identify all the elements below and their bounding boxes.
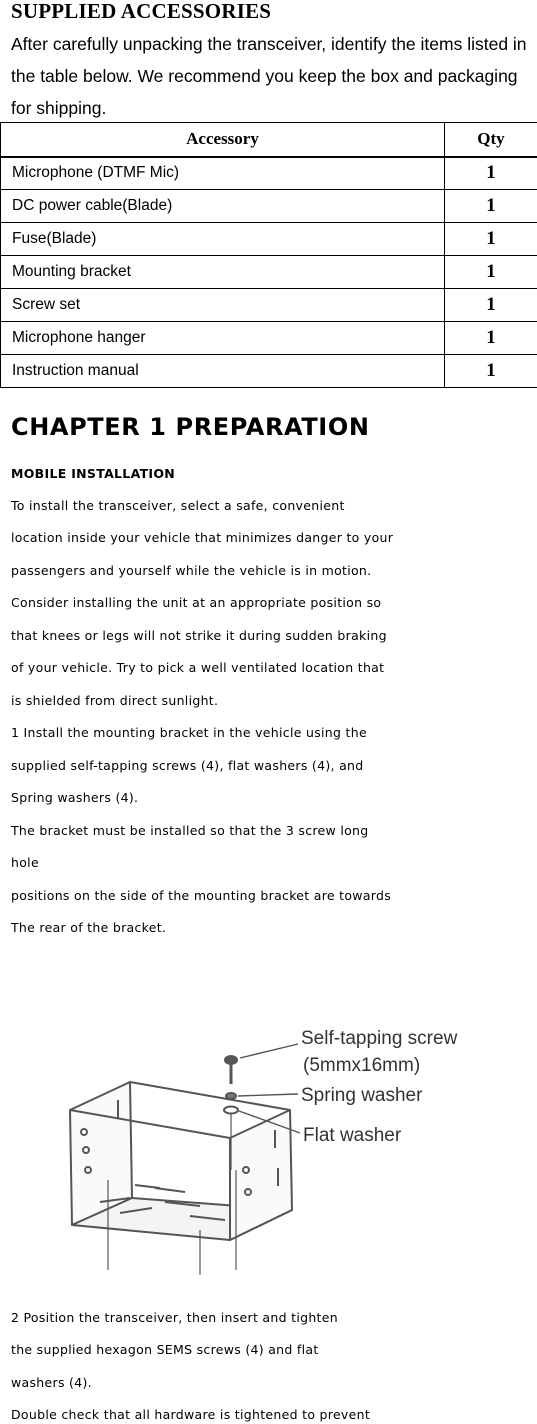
accessories-table: [0, 122, 537, 388]
accessory-name: Microphone hanger: [1, 322, 445, 355]
body-line: of your vehicle. Try to pick a well ventilated location that: [11, 659, 384, 677]
body-line: The bracket must be installed so that the 3 screw long: [11, 822, 369, 840]
table-row: [1, 190, 537, 223]
table-row: [1, 157, 537, 190]
label-spring-washer: Spring washer: [301, 1085, 423, 1106]
chapter-title: CHAPTER 1 PREPARATION: [11, 412, 370, 442]
table-header-row: [1, 123, 537, 157]
body-line: that knees or legs will not strike it during sudden braking: [11, 627, 387, 645]
accessory-qty: 1: [445, 256, 537, 289]
body-line: supplied self-tapping screws (4), flat washers (4), and: [11, 757, 364, 775]
accessory-qty: 1: [445, 322, 537, 355]
header-accessory: Accessory: [1, 123, 445, 157]
accessory-name: Mounting bracket: [1, 256, 445, 289]
body-line: The rear of the bracket.: [11, 919, 166, 937]
accessory-qty: 1: [445, 157, 537, 190]
accessory-qty: 1: [445, 223, 537, 256]
body-line: hole: [11, 854, 39, 872]
mounting-bracket-diagram: [60, 1020, 500, 1295]
table-row: [1, 355, 537, 388]
body-line: positions on the side of the mounting bracket are towards: [11, 887, 391, 905]
body-line: washers (4).: [11, 1374, 92, 1392]
accessory-qty: 1: [445, 355, 537, 388]
table-row: [1, 256, 537, 289]
bracket-drawing: [70, 1044, 300, 1275]
accessory-qty: 1: [445, 289, 537, 322]
body-line: To install the transceiver, select a safe, convenient: [11, 497, 345, 515]
body-line: Consider installing the unit at an appropriate position so: [11, 594, 381, 612]
supplied-accessories-heading: SUPPLIED ACCESSORIES: [11, 0, 271, 23]
header-qty: Qty: [445, 123, 537, 157]
accessory-name: Instruction manual: [1, 355, 445, 388]
step-1-line: 1 Install the mounting bracket in the vehicle using the: [11, 724, 367, 742]
body-line: is shielded from direct sunlight.: [11, 692, 218, 710]
body-line: passengers and yourself while the vehicle is in motion.: [11, 562, 371, 580]
body-line: the supplied hexagon SEMS screws (4) and flat: [11, 1341, 319, 1359]
mobile-installation-heading: MOBILE INSTALLATION: [11, 465, 175, 483]
accessory-name: DC power cable(Blade): [1, 190, 445, 223]
label-self-tapping-screw: Self-tapping screw: [301, 1028, 458, 1049]
step-2-line: 2 Position the transceiver, then insert and tighten: [11, 1309, 338, 1327]
accessory-name: Fuse(Blade): [1, 223, 445, 256]
table-row: [1, 223, 537, 256]
label-flat-washer: Flat washer: [303, 1125, 402, 1146]
table-row: [1, 322, 537, 355]
table-row: [1, 289, 537, 322]
label-screw-size: (5mmx16mm): [303, 1055, 420, 1076]
body-line: Double check that all hardware is tightened to prevent: [11, 1406, 370, 1424]
accessory-qty: 1: [445, 190, 537, 223]
accessories-intro: After carefully unpacking the transceiver, identify the items listed in the table below. We recommend you keep the box and packaging for shipping.: [11, 28, 531, 124]
body-line: Spring washers (4).: [11, 789, 138, 807]
body-line: location inside your vehicle that minimizes danger to your: [11, 529, 393, 547]
accessory-name: Screw set: [1, 289, 445, 322]
accessory-name: Microphone (DTMF Mic): [1, 157, 445, 190]
